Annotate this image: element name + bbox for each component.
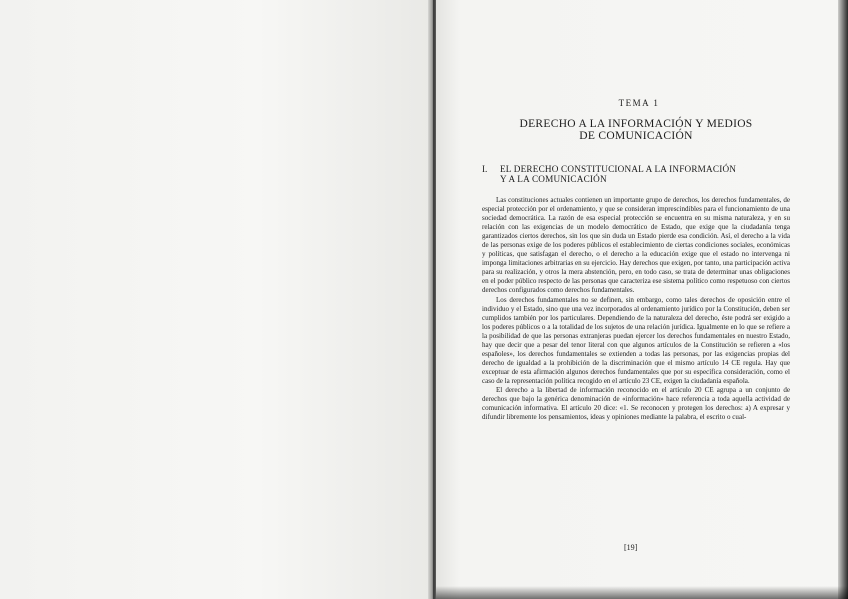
chapter-title-line-2: DE COMUNICACIÓN [579,130,693,142]
page-number: [19] [624,543,638,552]
section-title [500,164,790,184]
chapter-title-line-1: DERECHO A LA INFORMACIÓN Y MEDIOS [519,118,753,130]
paragraph-2: Los derechos fundamentales no se definen, sin embargo, como tales derechos de oposición entre el individuo y el Estado, sino que una vez incorporados al ordenamiento jurídico por la Constitución, deben ser cumplidos también por los particulares. Dependiendo de la naturaleza del derecho, éste podrá ser exigido a los poderes públicos o a la totalidad de los sujetos de una relación jurídica. Igualmente en lo que se refiere a la posibilidad de que las personas extranjeras puedan ejercer los derechos fundamentales en nuestro Estado, hay que decir que a pesar del tenor literal con que algunos artículos de la Constitución se refieren a «los españoles», los derechos fundamentales se extienden a todas las personas, por las exigencias propias del derecho de igualdad a la prohibición de la discriminación que el mismo artículo 14 CE regula. Hay que exceptuar de esta afirmación algunos derechos fundamentales que por su específica consideración, como el caso de la representación política recogido en el artículo 23 CE, exigen la ciudadanía española. [482,295,790,385]
chapter-title [482,118,790,142]
page-edge-shadow [838,0,848,599]
section-heading [482,164,790,184]
body-text [482,196,790,422]
bottom-edge-shadow [436,586,848,599]
page-content [482,98,790,422]
paragraph-1: Las constituciones actuales contienen un importante grupo de derechos, los derechos fundamentales, de especial protección por el ordenamiento, y que se consideran imprescindibles para el funcionamiento de una sociedad democrática. La razón de esa especial protección se encuentra en su misma naturaleza, y en su relación con las exigencias de un modelo democrático de Estado, que exige que la ciudadanía tenga garantizados ciertos derechos, sin los que sin duda un Estado pierde esa condición. Así, el derecho a la vida de las personas exige de los poderes públicos el establecimiento de ciertas condiciones sociales, económicas y políticas, que satisfagan el derecho, o el derecho a la educación exige que el estado no intervenga ni imponga limitaciones arbitrarias en su ejercicio. Hay derechos que exigen, por tanto, una participación activa para su realización, y otros la mera abstención, pero, en todo caso, se trata de determinar unas obligaciones en el poder público respecto de las personas que caracteriza ese sistema político como respetuoso con ciertos derechos configurados como derechos fundamentales. [482,196,790,295]
section-title-line-2: Y A LA COMUNICACIÓN [500,174,607,184]
chapter-label: TEMA 1 [618,98,660,108]
section-title-line-1: EL DERECHO CONSTITUCIONAL A LA INFORMACIÓN [500,164,737,174]
section-number: I. [482,164,488,174]
paragraph-3: El derecho a la libertad de información reconocido en el artículo 20 CE agrupa a un conjunto de derechos que bajo la genérica denominación de «información» hace referencia a toda aquella actividad de comunicación informativa. El artículo 20 dice: «1. Se reconocen y protegen los derechos: a) A expresar y difundir libremente los pensamientos, ideas y opiniones mediante la palabra, el escrito o cual- [482,385,790,422]
